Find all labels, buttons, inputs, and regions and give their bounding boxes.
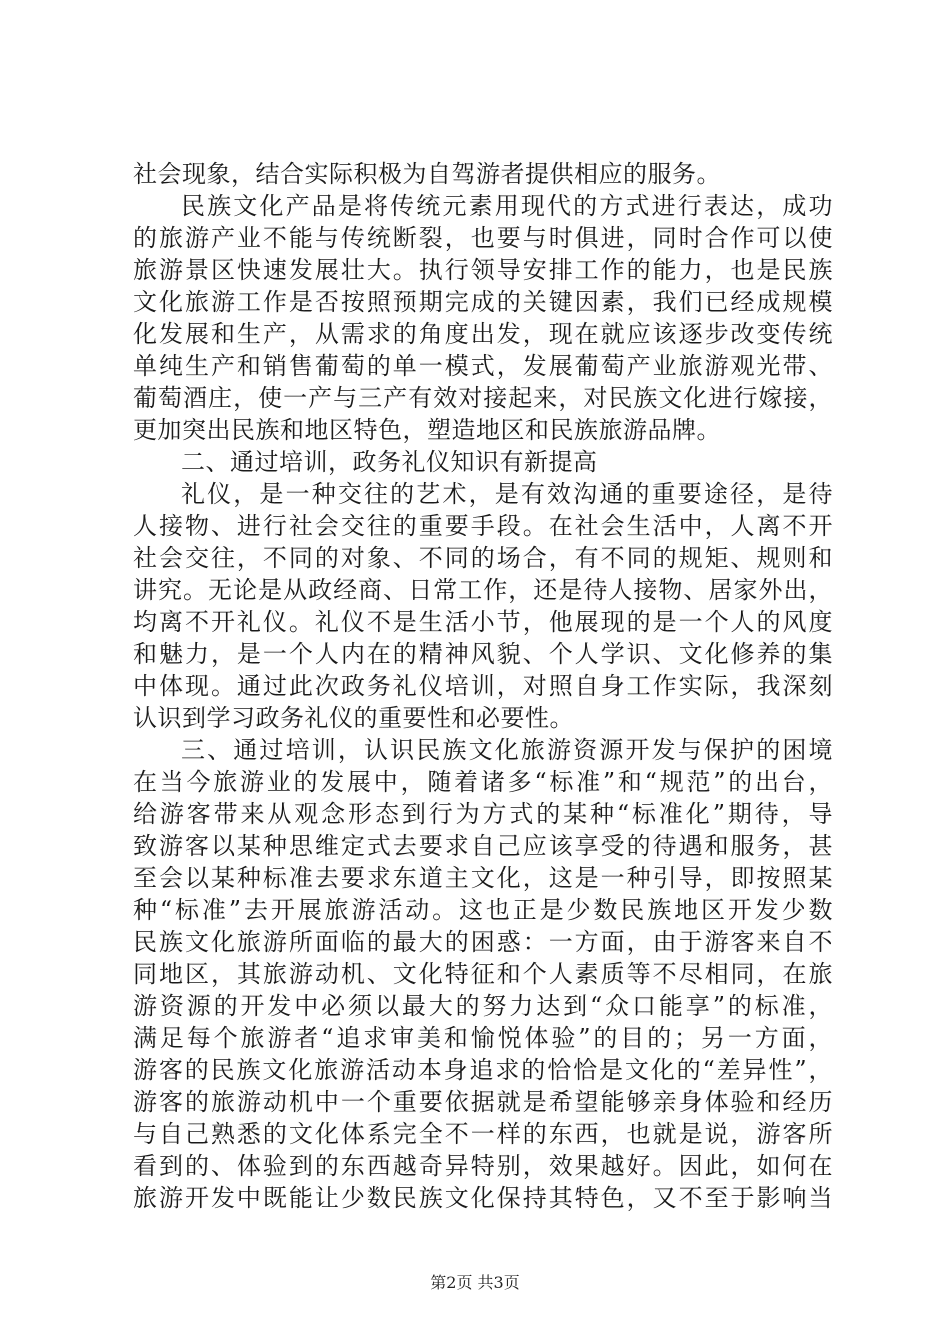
text-line: 与自己熟悉的文化体系完全不一样的东西，也就是说，游客所 bbox=[133, 1120, 833, 1148]
text-line: 至会以某种标准去要求东道主文化，这是一种引导，即按照某 bbox=[133, 864, 833, 892]
text-line: 文化旅游工作是否按照预期完成的关键因素，我们已经成规模 bbox=[133, 288, 833, 316]
text-line: 和魅力，是一个人内在的精神风貌、个人学识、文化修养的集 bbox=[133, 640, 833, 668]
text-line: 游资源的开发中必须以最大的努力达到“众口能享”的标准， bbox=[133, 992, 833, 1020]
text-line: 中体现。通过此次政务礼仪培训，对照自身工作实际，我深刻 bbox=[133, 672, 833, 700]
page-footer: 第2页 共3页 bbox=[430, 1273, 520, 1292]
text-line: 人接物、进行社会交往的重要手段。在社会生活中，人离不开 bbox=[133, 512, 833, 540]
text-line: 礼仪，是一种交往的艺术，是有效沟通的重要途径，是待 bbox=[181, 480, 833, 508]
text-line: 社会现象，结合实际积极为自驾游者提供相应的服务。 bbox=[133, 160, 721, 188]
text-line: 在当今旅游业的发展中，随着诸多“标准”和“规范”的出台， bbox=[133, 768, 833, 796]
text-line: 民族文化产品是将传统元素用现代的方式进行表达，成功 bbox=[181, 192, 833, 220]
text-line: 旅游景区快速发展壮大。执行领导安排工作的能力，也是民族 bbox=[133, 256, 833, 284]
text-line: 更加突出民族和地区特色，塑造地区和民族旅游品牌。 bbox=[133, 416, 721, 444]
text-line: 葡萄酒庄，使一产与三产有效对接起来，对民族文化进行嫁接， bbox=[133, 384, 833, 412]
text-line: 游客的民族文化旅游活动本身追求的恰恰是文化的“差异性”， bbox=[133, 1056, 833, 1084]
text-line: 的旅游产业不能与传统断裂，也要与时俱进，同时合作可以使 bbox=[133, 224, 833, 252]
text-line: 满足每个旅游者“追求审美和愉悦体验”的目的；另一方面， bbox=[133, 1024, 833, 1052]
text-line: 二、通过培训，政务礼仪知识有新提高 bbox=[181, 448, 598, 476]
text-line: 讲究。无论是从政经商、日常工作，还是待人接物、居家外出， bbox=[133, 576, 833, 604]
text-line: 认识到学习政务礼仪的重要性和必要性。 bbox=[133, 704, 574, 732]
document-body bbox=[133, 158, 833, 1214]
text-line: 三、通过培训，认识民族文化旅游资源开发与保护的困境 bbox=[181, 736, 833, 764]
text-line: 给游客带来从观念形态到行为方式的某种“标准化”期待，导 bbox=[133, 800, 833, 828]
text-line: 同地区，其旅游动机、文化特征和个人素质等不尽相同，在旅 bbox=[133, 960, 833, 988]
text-line: 游客的旅游动机中一个重要依据就是希望能够亲身体验和经历 bbox=[133, 1088, 833, 1116]
text-line: 致游客以某种思维定式去要求自己应该享受的待遇和服务，甚 bbox=[133, 832, 833, 860]
text-line: 旅游开发中既能让少数民族文化保持其特色，又不至于影响当 bbox=[133, 1184, 833, 1212]
text-line: 种“标准”去开展旅游活动。这也正是少数民族地区开发少数 bbox=[133, 896, 833, 924]
text-line: 单纯生产和销售葡萄的单一模式，发展葡萄产业旅游观光带、 bbox=[133, 352, 833, 380]
text-line: 社会交往，不同的对象、不同的场合，有不同的规矩、规则和 bbox=[133, 544, 833, 572]
text-line: 民族文化旅游所面临的最大的困惑：一方面，由于游客来自不 bbox=[133, 928, 833, 956]
text-line: 化发展和生产，从需求的角度出发，现在就应该逐步改变传统 bbox=[133, 320, 833, 348]
text-line: 均离不开礼仪。礼仪不是生活小节，他展现的是一个人的风度 bbox=[133, 608, 833, 636]
text-line: 看到的、体验到的东西越奇异特别，效果越好。因此，如何在 bbox=[133, 1152, 833, 1180]
